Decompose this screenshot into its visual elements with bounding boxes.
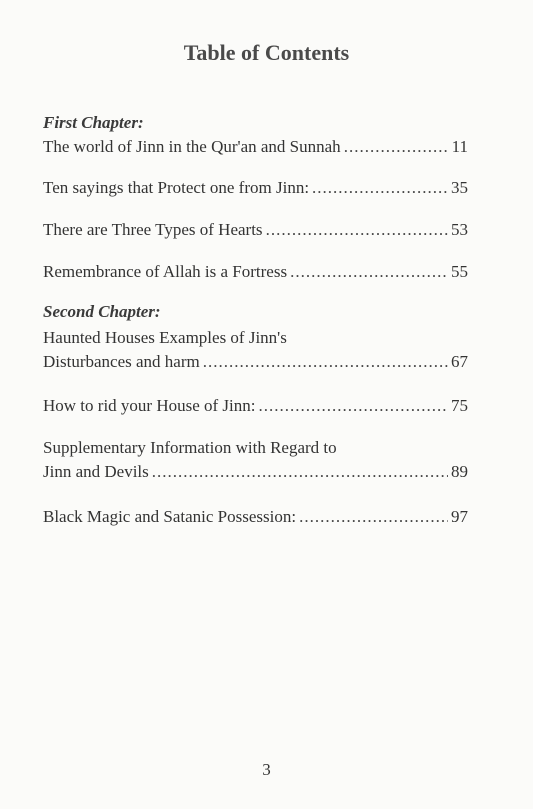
dot-leader — [258, 394, 448, 418]
dot-leader — [290, 260, 448, 284]
toc-entry — [43, 218, 468, 242]
entry-title: Jinn and Devils — [43, 462, 149, 481]
entry-page-number: 55 — [451, 262, 468, 281]
entry-title-line1: Haunted Houses Examples of Jinn's — [43, 328, 287, 347]
dot-leader — [312, 176, 448, 200]
entry-page-number: 53 — [451, 220, 468, 239]
entry-title: Disturbances and harm — [43, 352, 200, 371]
entry-title: Ten sayings that Protect one from Jinn: — [43, 178, 310, 197]
entry-title: How to rid your House of Jinn: — [43, 396, 256, 415]
entry-title: Black Magic and Satanic Possession: — [43, 507, 297, 526]
dot-leader — [299, 505, 448, 529]
toc-entry — [43, 326, 468, 374]
chapter-heading-first: First Chapter: — [43, 113, 144, 132]
chapter-heading-second: Second Chapter: — [43, 302, 161, 321]
entry-title: The world of Jinn in the Qur'an and Sunnah — [43, 137, 341, 156]
toc-entry — [43, 394, 468, 418]
entry-page-number: 11 — [451, 137, 468, 156]
entry-title: Remembrance of Allah is a Fortress — [43, 262, 288, 281]
toc-entry — [43, 176, 468, 200]
page-number: 3 — [262, 760, 271, 779]
entry-title: There are Three Types of Hearts — [43, 220, 263, 239]
entry-page-number: 67 — [451, 352, 468, 371]
entry-page-number: 75 — [451, 396, 468, 415]
entry-title-line1: Supplementary Information with Regard to — [43, 438, 337, 457]
dot-leader — [266, 218, 448, 242]
dot-leader — [344, 135, 449, 159]
toc-entry — [43, 260, 468, 284]
toc-entry — [43, 135, 468, 159]
page-title: Table of Contents — [183, 40, 350, 65]
entry-page-number: 97 — [451, 507, 468, 526]
dot-leader — [203, 350, 448, 374]
toc-entry — [43, 436, 468, 484]
entry-page-number: 89 — [451, 462, 468, 481]
entry-page-number: 35 — [451, 178, 468, 197]
dot-leader — [152, 460, 448, 484]
toc-entry — [43, 505, 468, 529]
